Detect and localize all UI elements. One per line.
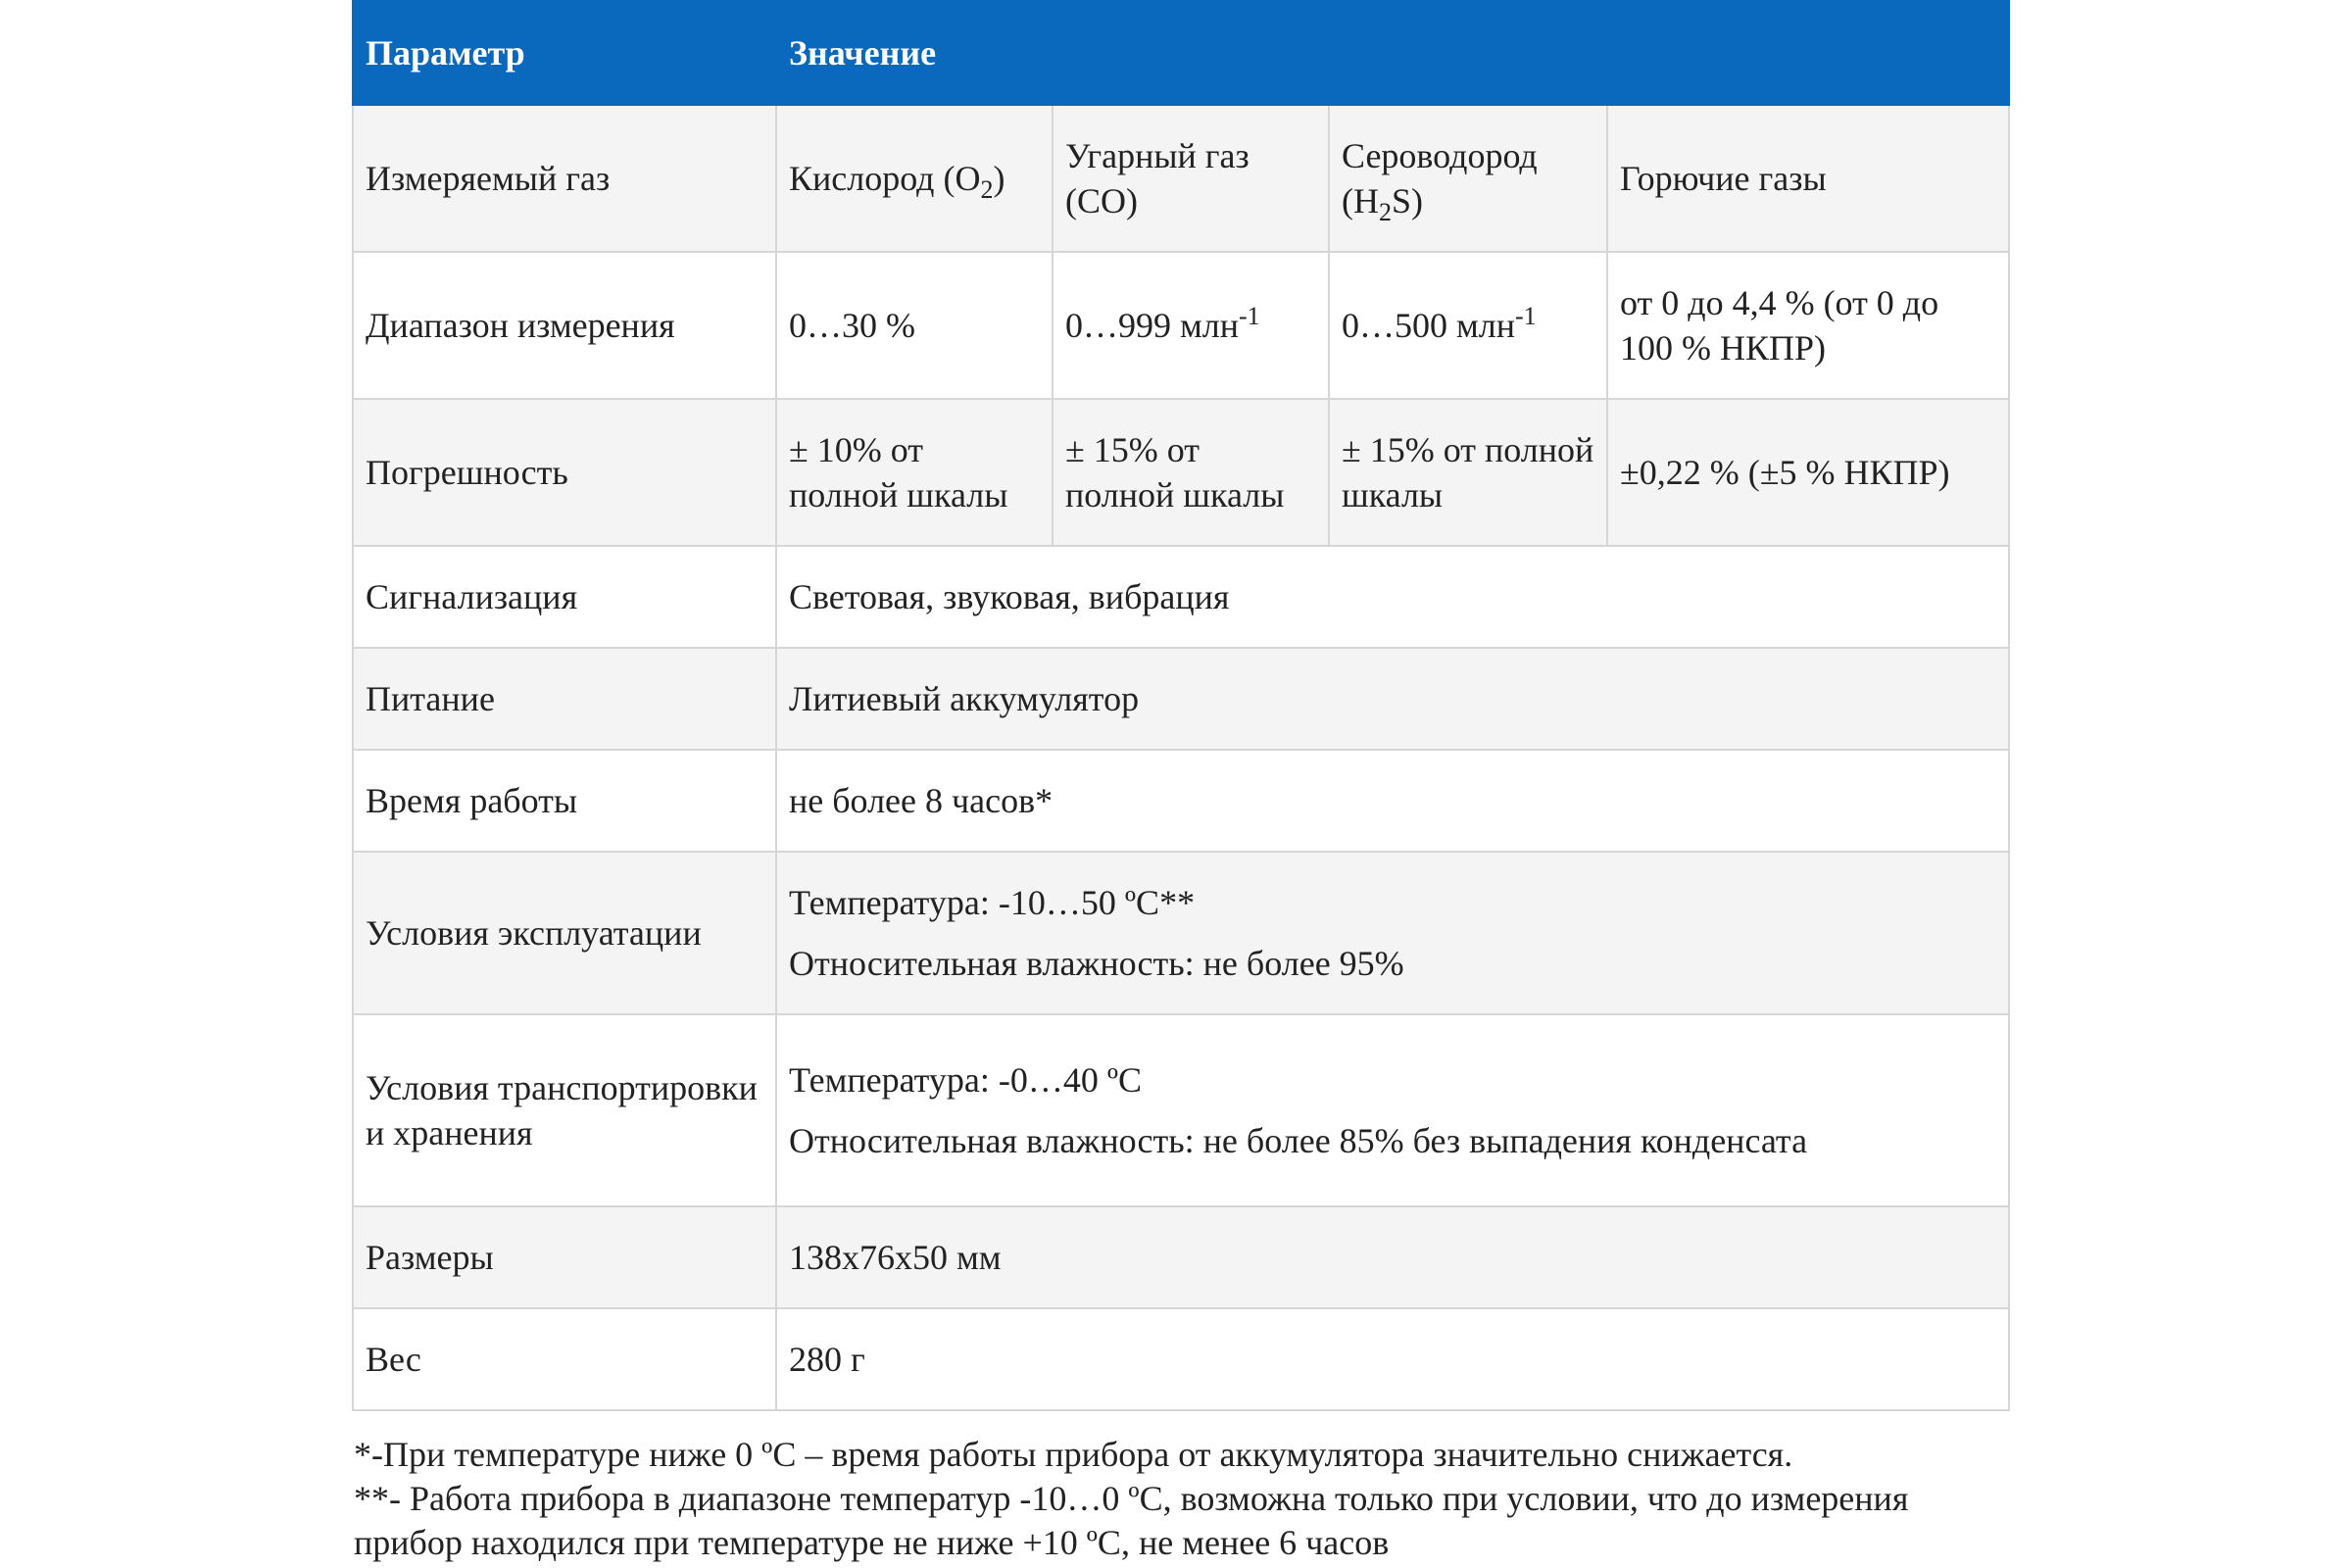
cell-gas-co: Угарный газ (CO) — [1053, 105, 1329, 252]
header-value: Значение — [776, 1, 2009, 105]
row-label: Время работы — [353, 750, 776, 852]
cell-alarm: Световая, звуковая, вибрация — [776, 546, 2009, 648]
storage-temperature: Температура: -0…40 ºС — [789, 1060, 1143, 1100]
cell-error-o2: ± 10% от полной шкалы — [776, 399, 1053, 546]
cell-power: Литиевый аккумулятор — [776, 648, 2009, 750]
table-row-error — [353, 399, 2009, 546]
cell-error-co: ± 15% от полной шкалы — [1053, 399, 1329, 546]
cell-gas-h2s: Сероводород $(H_2S)$ — [1329, 105, 1607, 252]
operating-humidity: Относительная влажность: не более 95% — [789, 944, 1404, 983]
cell-operating — [776, 852, 2009, 1014]
row-label: Сигнализация — [353, 546, 776, 648]
cell-range-combustible: от 0 до 4,4 % (от 0 до 100 % НКПР) — [1607, 252, 2009, 399]
specifications-table — [352, 0, 2010, 1411]
footnote-1: *-При температуре ниже 0 ºС – время работы прибора от аккумулятора значительно снижается. — [354, 1435, 1793, 1474]
cell-dimensions: 138x76x50 мм — [776, 1206, 2009, 1308]
cell-range-co: 0…999 млн$^{-1}$ — [1053, 252, 1329, 399]
table-row-dimensions — [353, 1206, 2009, 1308]
table-header-row — [353, 1, 2009, 105]
cell-range-o2: 0…30 % — [776, 252, 1053, 399]
footnotes — [352, 1433, 2008, 1565]
row-label: Размеры — [353, 1206, 776, 1308]
cell-range-h2s: 0…500 млн$^{-1}$ — [1329, 252, 1607, 399]
cell-runtime: не более 8 часов* — [776, 750, 2009, 852]
cell-weight: 280 г — [776, 1308, 2009, 1410]
header-parameter: Параметр — [353, 1, 776, 105]
table-row-alarm — [353, 546, 2009, 648]
row-label: Условия транспортировки и хранения — [353, 1014, 776, 1206]
table-row-measured-gas — [353, 105, 2009, 252]
operating-temperature: Температура: -10…50 ºС** — [789, 883, 1196, 922]
row-label: Условия эксплуатации — [353, 852, 776, 1014]
row-label: Питание — [353, 648, 776, 750]
cell-error-h2s: ± 15% от полной шкалы — [1329, 399, 1607, 546]
spec-document — [352, 0, 2008, 1565]
table-row-range — [353, 252, 2009, 399]
table-row-power — [353, 648, 2009, 750]
cell-gas-combustible: Горючие газы — [1607, 105, 2009, 252]
storage-humidity: Относительная влажность: не более 85% без выпадения конденсата — [789, 1121, 1808, 1160]
table-row-storage — [353, 1014, 2009, 1206]
table-row-operating — [353, 852, 2009, 1014]
row-label: Вес — [353, 1308, 776, 1410]
table-row-runtime — [353, 750, 2009, 852]
cell-error-combustible: ±0,22 % (±5 % НКПР) — [1607, 399, 2009, 546]
row-label: Диапазон измерения — [353, 252, 776, 399]
footnote-2: **- Работа прибора в диапазоне температур -10…0 ºС, возможна только при условии, что до измерения прибор находился при температуре не ниже +10 ºС, не менее 6 часов — [354, 1479, 1909, 1562]
row-label: Измеряемый газ — [353, 105, 776, 252]
row-label: Погрешность — [353, 399, 776, 546]
cell-storage — [776, 1014, 2009, 1206]
cell-gas-o2: Кислород $(O_2)$ — [776, 105, 1053, 252]
table-row-weight — [353, 1308, 2009, 1410]
